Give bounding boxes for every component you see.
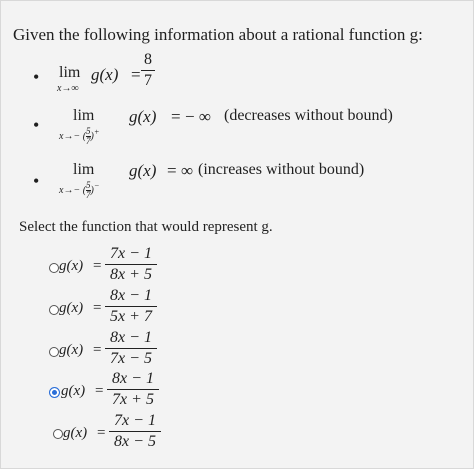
limit-3-note: (increases without bound) (198, 161, 365, 178)
option-5-eq: = (97, 425, 106, 441)
limit-2-fn: g(x) (129, 107, 157, 126)
bullet-2: • (33, 115, 40, 135)
limit-1-lim: lim (59, 64, 81, 81)
option-3-radio[interactable] (49, 347, 59, 357)
option-2-label: g(x) (59, 300, 84, 316)
limit-1-fn: g(x) (91, 65, 119, 84)
bullet-1: • (33, 67, 40, 87)
limit-1-sub: x→∞ (57, 83, 79, 94)
option-3-eq: = (93, 342, 102, 358)
limit-1-den: 7 (144, 72, 152, 89)
option-2-num: 8x − 1 (110, 287, 152, 304)
option-3-fraction (105, 329, 157, 368)
limit-3-value: ∞ (181, 161, 194, 180)
option-3-num: 8x − 1 (110, 329, 152, 346)
option-2-fraction (105, 287, 157, 326)
option-4-num: 8x − 1 (112, 370, 154, 387)
limit-1-num: 8 (144, 51, 152, 68)
intro-text: Given the following information about a rational function g: (13, 25, 423, 44)
option-1-radio[interactable] (49, 263, 59, 273)
option-5-label: g(x) (63, 425, 88, 441)
limit-2-eq: = (171, 107, 181, 126)
question-text: Select the function that would represent g. (19, 219, 273, 235)
option-5-fraction (109, 412, 161, 451)
limit-2-sub: $x\to- (\frac{5}{7})^+$ (59, 126, 100, 146)
option-4-den: 7x + 5 (112, 391, 154, 408)
limit-2-lim: lim (73, 107, 95, 124)
option-4-eq: = (95, 383, 104, 399)
option-1-eq: = (93, 258, 102, 274)
option-5-den: 8x − 5 (114, 433, 156, 450)
option-1-den: 8x + 5 (110, 266, 152, 283)
limit-3-eq: = (167, 161, 177, 180)
option-1-fraction (105, 245, 157, 284)
option-4-fraction (107, 370, 159, 409)
limit-2-value: − ∞ (185, 107, 211, 126)
option-2-radio[interactable] (49, 305, 59, 315)
limit-3-lim: lim (73, 161, 95, 178)
option-3-label: g(x) (59, 342, 84, 358)
option-2-eq: = (93, 300, 102, 316)
option-4-radio[interactable] (49, 387, 60, 398)
option-5-num: 7x − 1 (114, 412, 156, 429)
option-1-num: 7x − 1 (110, 245, 152, 262)
option-2-den: 5x + 7 (110, 308, 152, 325)
limit-3-fn: g(x) (129, 161, 157, 180)
limit-1-value (141, 51, 155, 90)
option-4-label: g(x) (61, 383, 86, 399)
option-5-radio[interactable] (53, 429, 63, 439)
limit-2-note: (decreases without bound) (224, 107, 393, 124)
option-1-label: g(x) (59, 258, 84, 274)
bullet-3: • (33, 171, 40, 191)
option-3-den: 7x − 5 (110, 350, 152, 367)
limit-3-sub: $x\to- (\frac{5}{7})^-$ (59, 180, 100, 200)
limit-1-eq: = (131, 65, 141, 84)
